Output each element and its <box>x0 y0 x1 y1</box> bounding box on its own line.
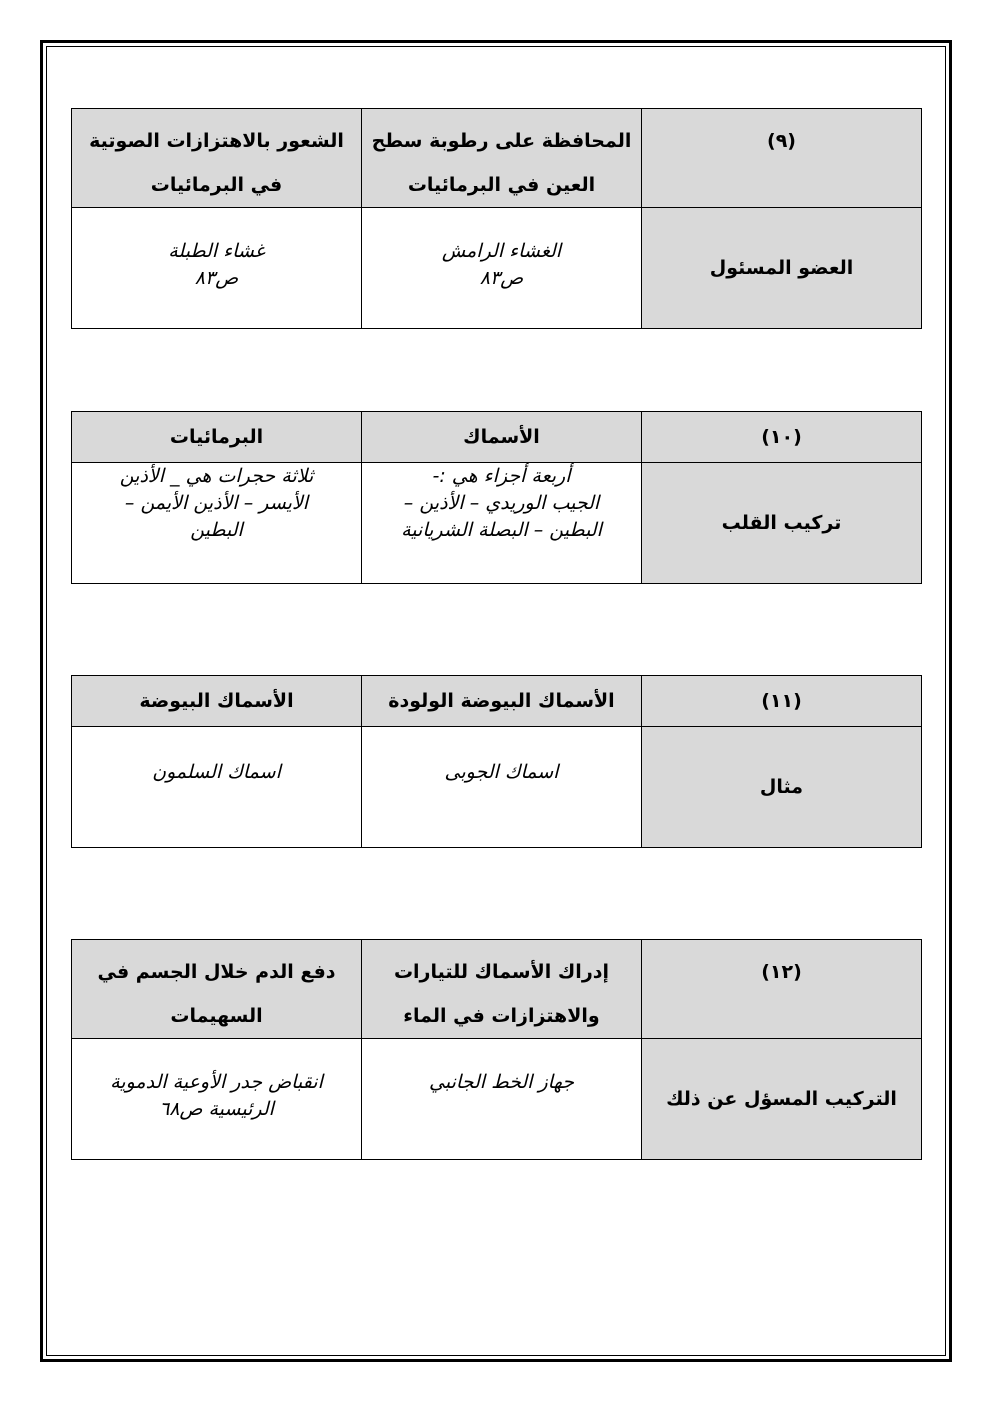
answer-line: البطين – البصلة الشريانية <box>401 519 602 541</box>
column-header: إدراك الأسماك للتيارات والاهتزازات في الماء <box>362 940 642 1039</box>
answer-line: انقباض جدر الأوعية الدموية <box>110 1071 323 1093</box>
table-answer-row <box>72 463 922 584</box>
answer-line: الغشاء الرامش <box>441 240 562 262</box>
column-header: الأسماك البيوضة <box>72 676 362 727</box>
column-header: الأسماك البيوضة الولودة <box>362 676 642 727</box>
answer-cell <box>362 1039 642 1160</box>
column-header: الأسماك <box>362 412 642 463</box>
answer-cell <box>72 208 362 329</box>
table-header-row <box>72 940 922 1039</box>
question-table-9 <box>71 108 922 329</box>
answer-line: البطين <box>190 519 243 541</box>
row-label: مثال <box>642 727 922 848</box>
question-number: (٩) <box>642 109 922 208</box>
table-answer-row <box>72 208 922 329</box>
answer-cell <box>362 208 642 329</box>
column-header: المحافظة على رطوبة سطح العين في البرمائيات <box>362 109 642 208</box>
table-header-row <box>72 109 922 208</box>
row-label: التركيب المسؤل عن ذلك <box>642 1039 922 1160</box>
answer-line: اسماك السلمون <box>152 761 281 783</box>
answer-line: غشاء الطبلة <box>168 240 265 262</box>
table-answer-row <box>72 727 922 848</box>
column-header: الشعور بالاهتزازات الصوتية في البرمائيات <box>72 109 362 208</box>
table-header-row <box>72 676 922 727</box>
answer-line: الأيسر – الأذين الأيمن – <box>124 492 309 514</box>
row-label: تركيب القلب <box>642 463 922 584</box>
answer-line: جهاز الخط الجانبي <box>429 1071 574 1093</box>
answer-cell <box>72 463 362 584</box>
answer-line: ص٨٣ <box>479 267 524 289</box>
question-table-12 <box>71 939 922 1160</box>
answer-cell <box>72 1039 362 1160</box>
answer-cell <box>72 727 362 848</box>
column-header: دفع الدم خلال الجسم في السهيمات <box>72 940 362 1039</box>
question-number: (١٢) <box>642 940 922 1039</box>
question-table-11 <box>71 675 922 848</box>
answer-line: اسماك الجوبى <box>444 761 559 783</box>
table-answer-row <box>72 1039 922 1160</box>
answer-line: ثلاثة حجرات هي _ الأذين <box>119 465 314 487</box>
question-number: (١٠) <box>642 412 922 463</box>
answer-line: أربعة أجزاء هي :- <box>432 465 571 487</box>
table-header-row <box>72 412 922 463</box>
answer-cell <box>362 727 642 848</box>
question-number: (١١) <box>642 676 922 727</box>
answer-line: الجيب الوريدي – الأذين – <box>403 492 600 514</box>
answer-line: الرئيسية ص٦٨ <box>159 1098 274 1120</box>
row-label: العضو المسئول <box>642 208 922 329</box>
question-table-10 <box>71 411 922 584</box>
column-header: البرمائيات <box>72 412 362 463</box>
answer-line: ص٨٣ <box>194 267 239 289</box>
answer-cell <box>362 463 642 584</box>
